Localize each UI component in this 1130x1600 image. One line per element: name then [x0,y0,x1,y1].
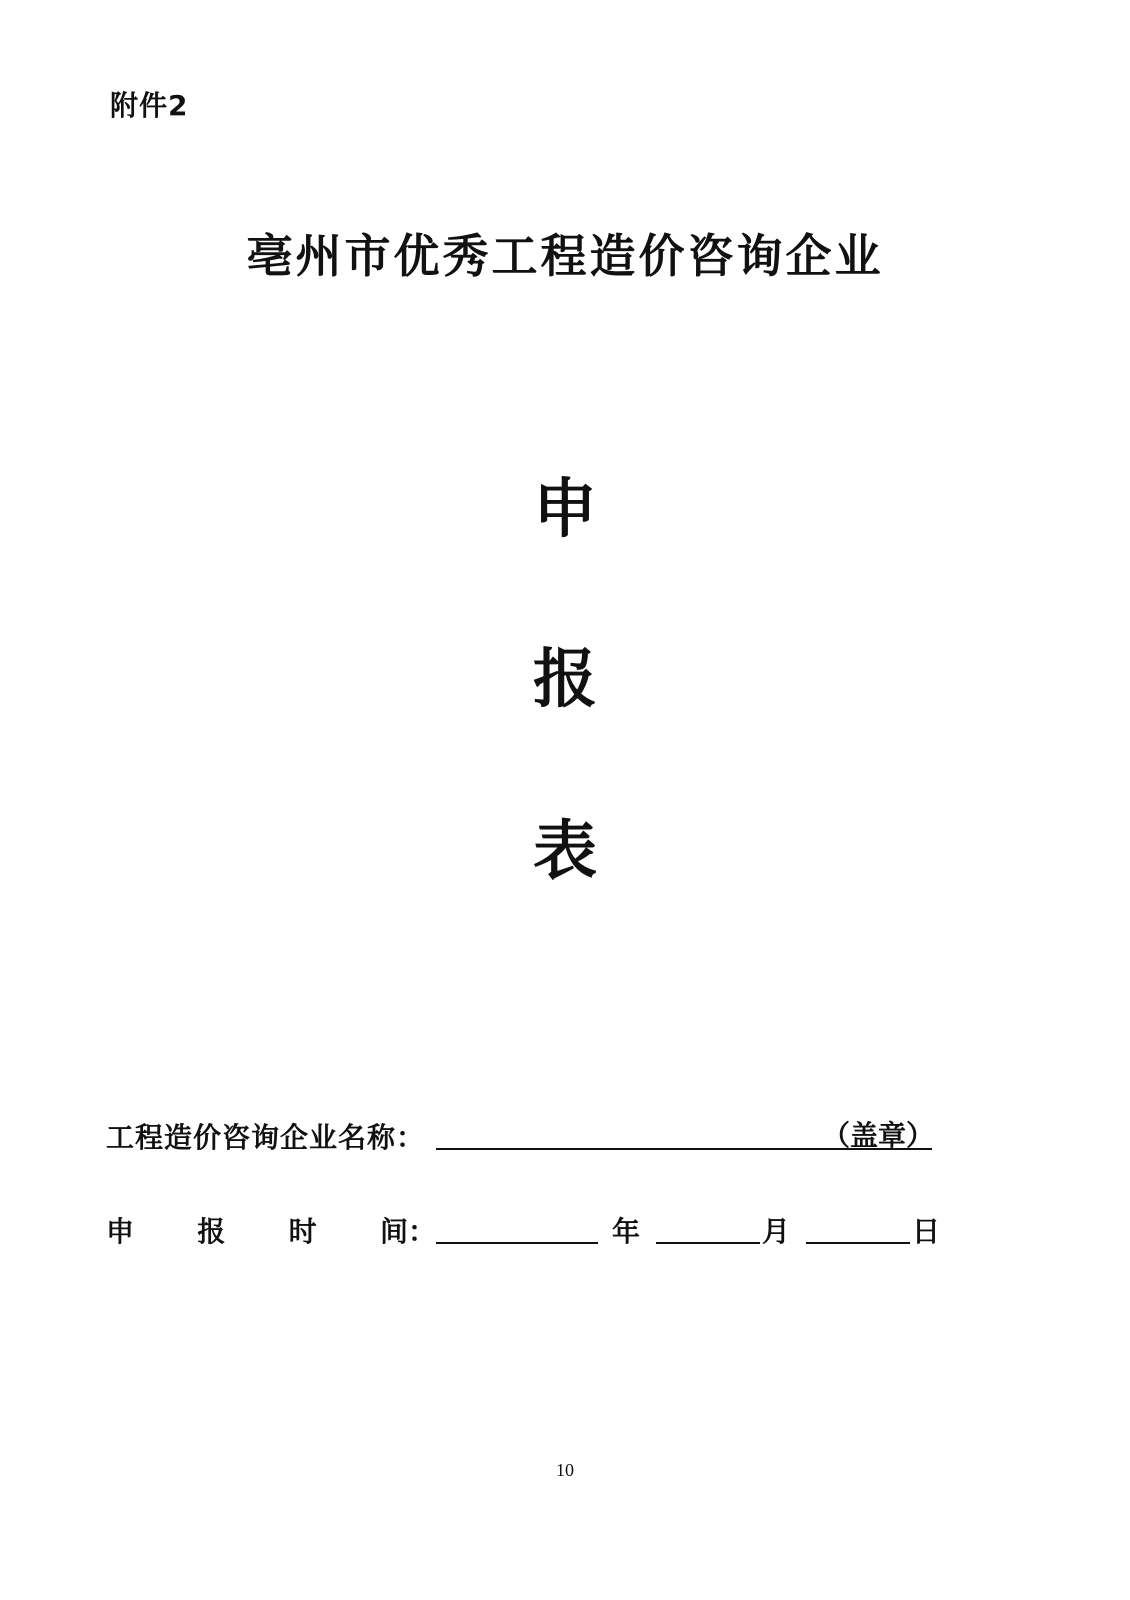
year-blank-line[interactable] [436,1242,598,1244]
month-blank-line[interactable] [656,1242,760,1244]
date-label-char-3: 时 [288,1215,317,1248]
form-title-char-3: 表 [533,814,597,889]
seal-note: （盖章） [822,1119,935,1152]
date-label-char-2: 报 [197,1215,226,1248]
company-name-label: 工程造价咨询企业名称： [106,1121,426,1154]
date-label-char-4: 间： [379,1215,436,1248]
form-title-char-2: 报 [533,642,597,717]
day-blank-line[interactable] [806,1242,910,1244]
month-unit: 月 [762,1215,791,1248]
attachment-label: 附件2 [110,89,189,122]
document-title: 亳州市优秀工程造价咨询企业 [246,229,884,283]
date-label-char-1: 申 [106,1215,135,1248]
submission-date-label [106,1210,436,1250]
day-unit: 日 [912,1215,941,1248]
year-unit: 年 [612,1215,641,1248]
page-number: 10 [556,1460,574,1480]
form-title-char-1: 申 [533,472,597,547]
